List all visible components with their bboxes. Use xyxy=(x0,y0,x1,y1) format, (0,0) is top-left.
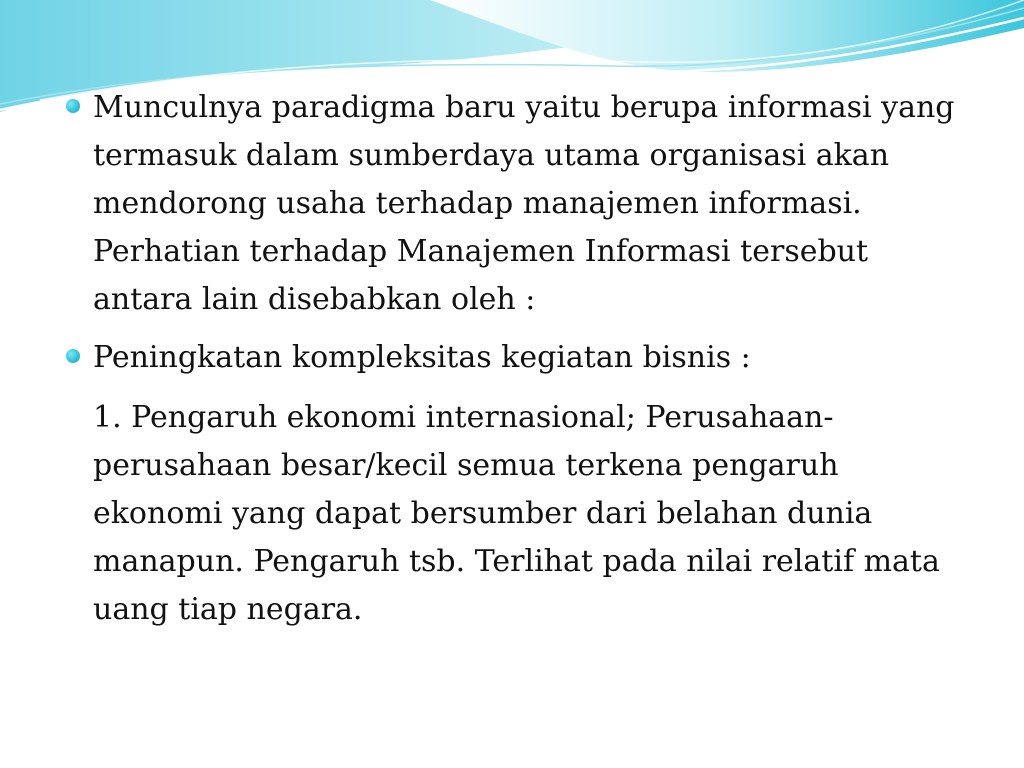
numbered-paragraph: 1. Pengaruh ekonomi internasional; Perusahaan-perusahaan besar/kecil semua terkena pengaruh ekonomi yang dapat bersumber dari belahan dunia manapun. Pengaruh tsb. Terlihat pada nilai relatif mata uang tiap negara. xyxy=(93,400,940,627)
bullet-item xyxy=(66,334,966,382)
bullet-dot-icon xyxy=(66,99,80,113)
bullet-text: Munculnya paradigma baru yaitu berupa informasi yang termasuk dalam sumberdaya utama organisasi akan mendorong usaha terhadap manajemen informasi. Perhatian terhadap Manajemen Informasi tersebut antara lain disebabkan oleh : xyxy=(93,90,955,317)
slide-body xyxy=(66,84,966,634)
bullet-item xyxy=(66,84,966,324)
bullet-text: Peningkatan kompleksitas kegiatan bisnis : xyxy=(93,340,751,375)
bullet-dot-icon xyxy=(66,349,80,363)
